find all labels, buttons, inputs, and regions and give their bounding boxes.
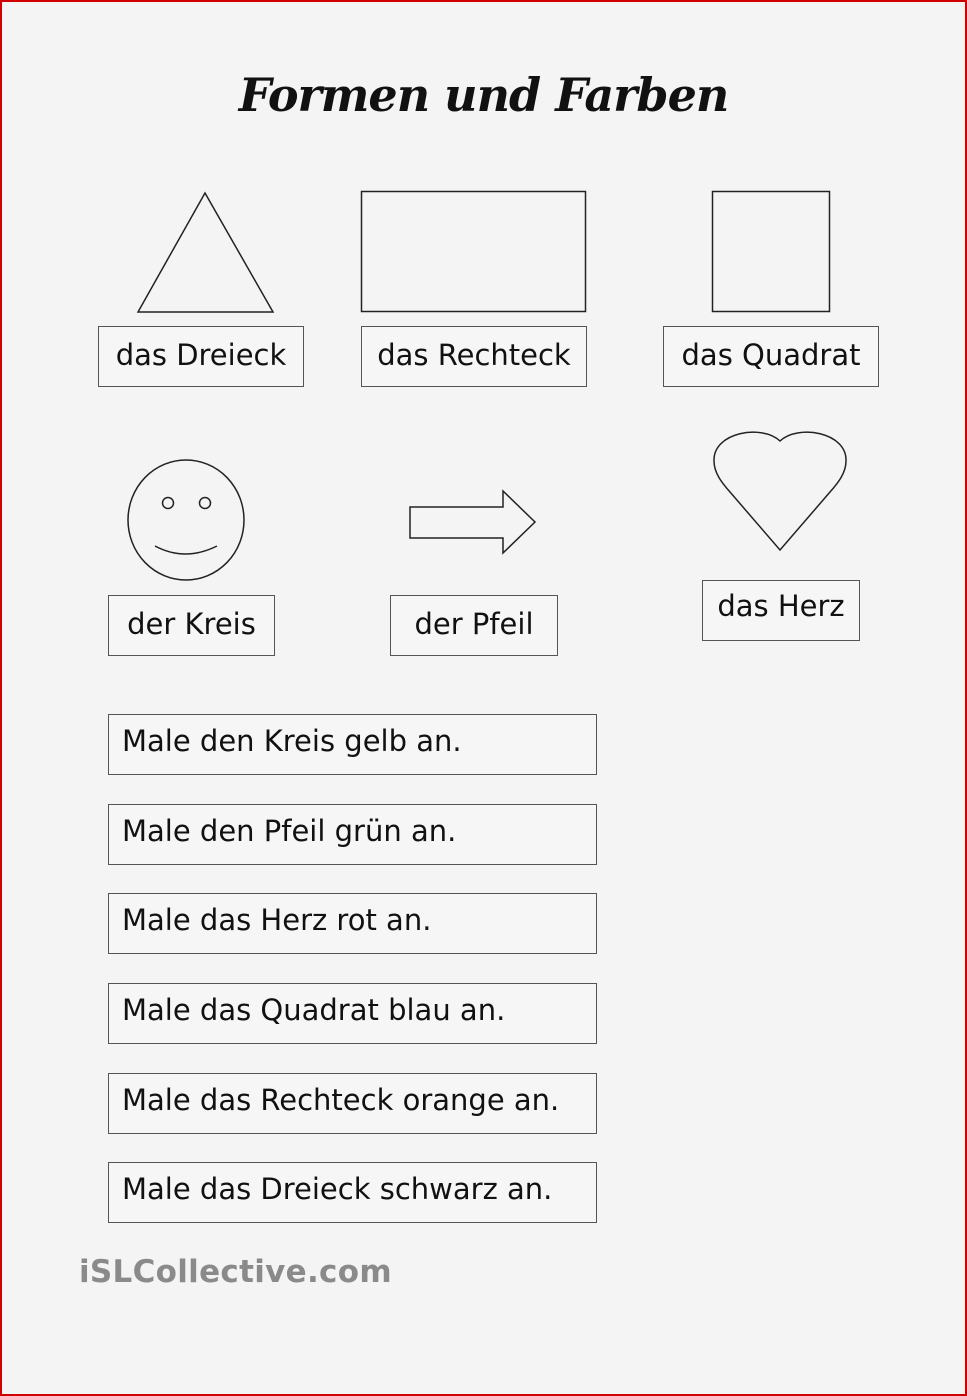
task-item: Male das Rechteck orange an. (108, 1073, 597, 1134)
label-square: das Quadrat (663, 326, 879, 387)
label-rectangle: das Rechteck (361, 326, 587, 387)
smiley-circle-shape (125, 458, 249, 584)
task-item: Male den Pfeil grün an. (108, 804, 597, 865)
task-item: Male das Herz rot an. (108, 893, 597, 954)
label-heart: das Herz (702, 580, 860, 641)
right-eye-icon (200, 498, 211, 509)
label-arrow: der Pfeil (390, 595, 558, 656)
task-item: Male das Dreieck schwarz an. (108, 1162, 597, 1223)
square-shape (711, 190, 832, 314)
rectangle-shape (360, 190, 588, 314)
task-item: Male das Quadrat blau an. (108, 983, 597, 1044)
label-circle: der Kreis (108, 595, 275, 656)
arrow-shape (407, 488, 539, 556)
triangle-shape (135, 190, 277, 316)
page-title: Formen und Farben (238, 68, 729, 122)
left-eye-icon (163, 498, 174, 509)
brand-watermark: iSLCollective.com (79, 1254, 392, 1290)
heart-shape (710, 428, 850, 554)
label-triangle: das Dreieck (98, 326, 304, 387)
task-item: Male den Kreis gelb an. (108, 714, 597, 775)
